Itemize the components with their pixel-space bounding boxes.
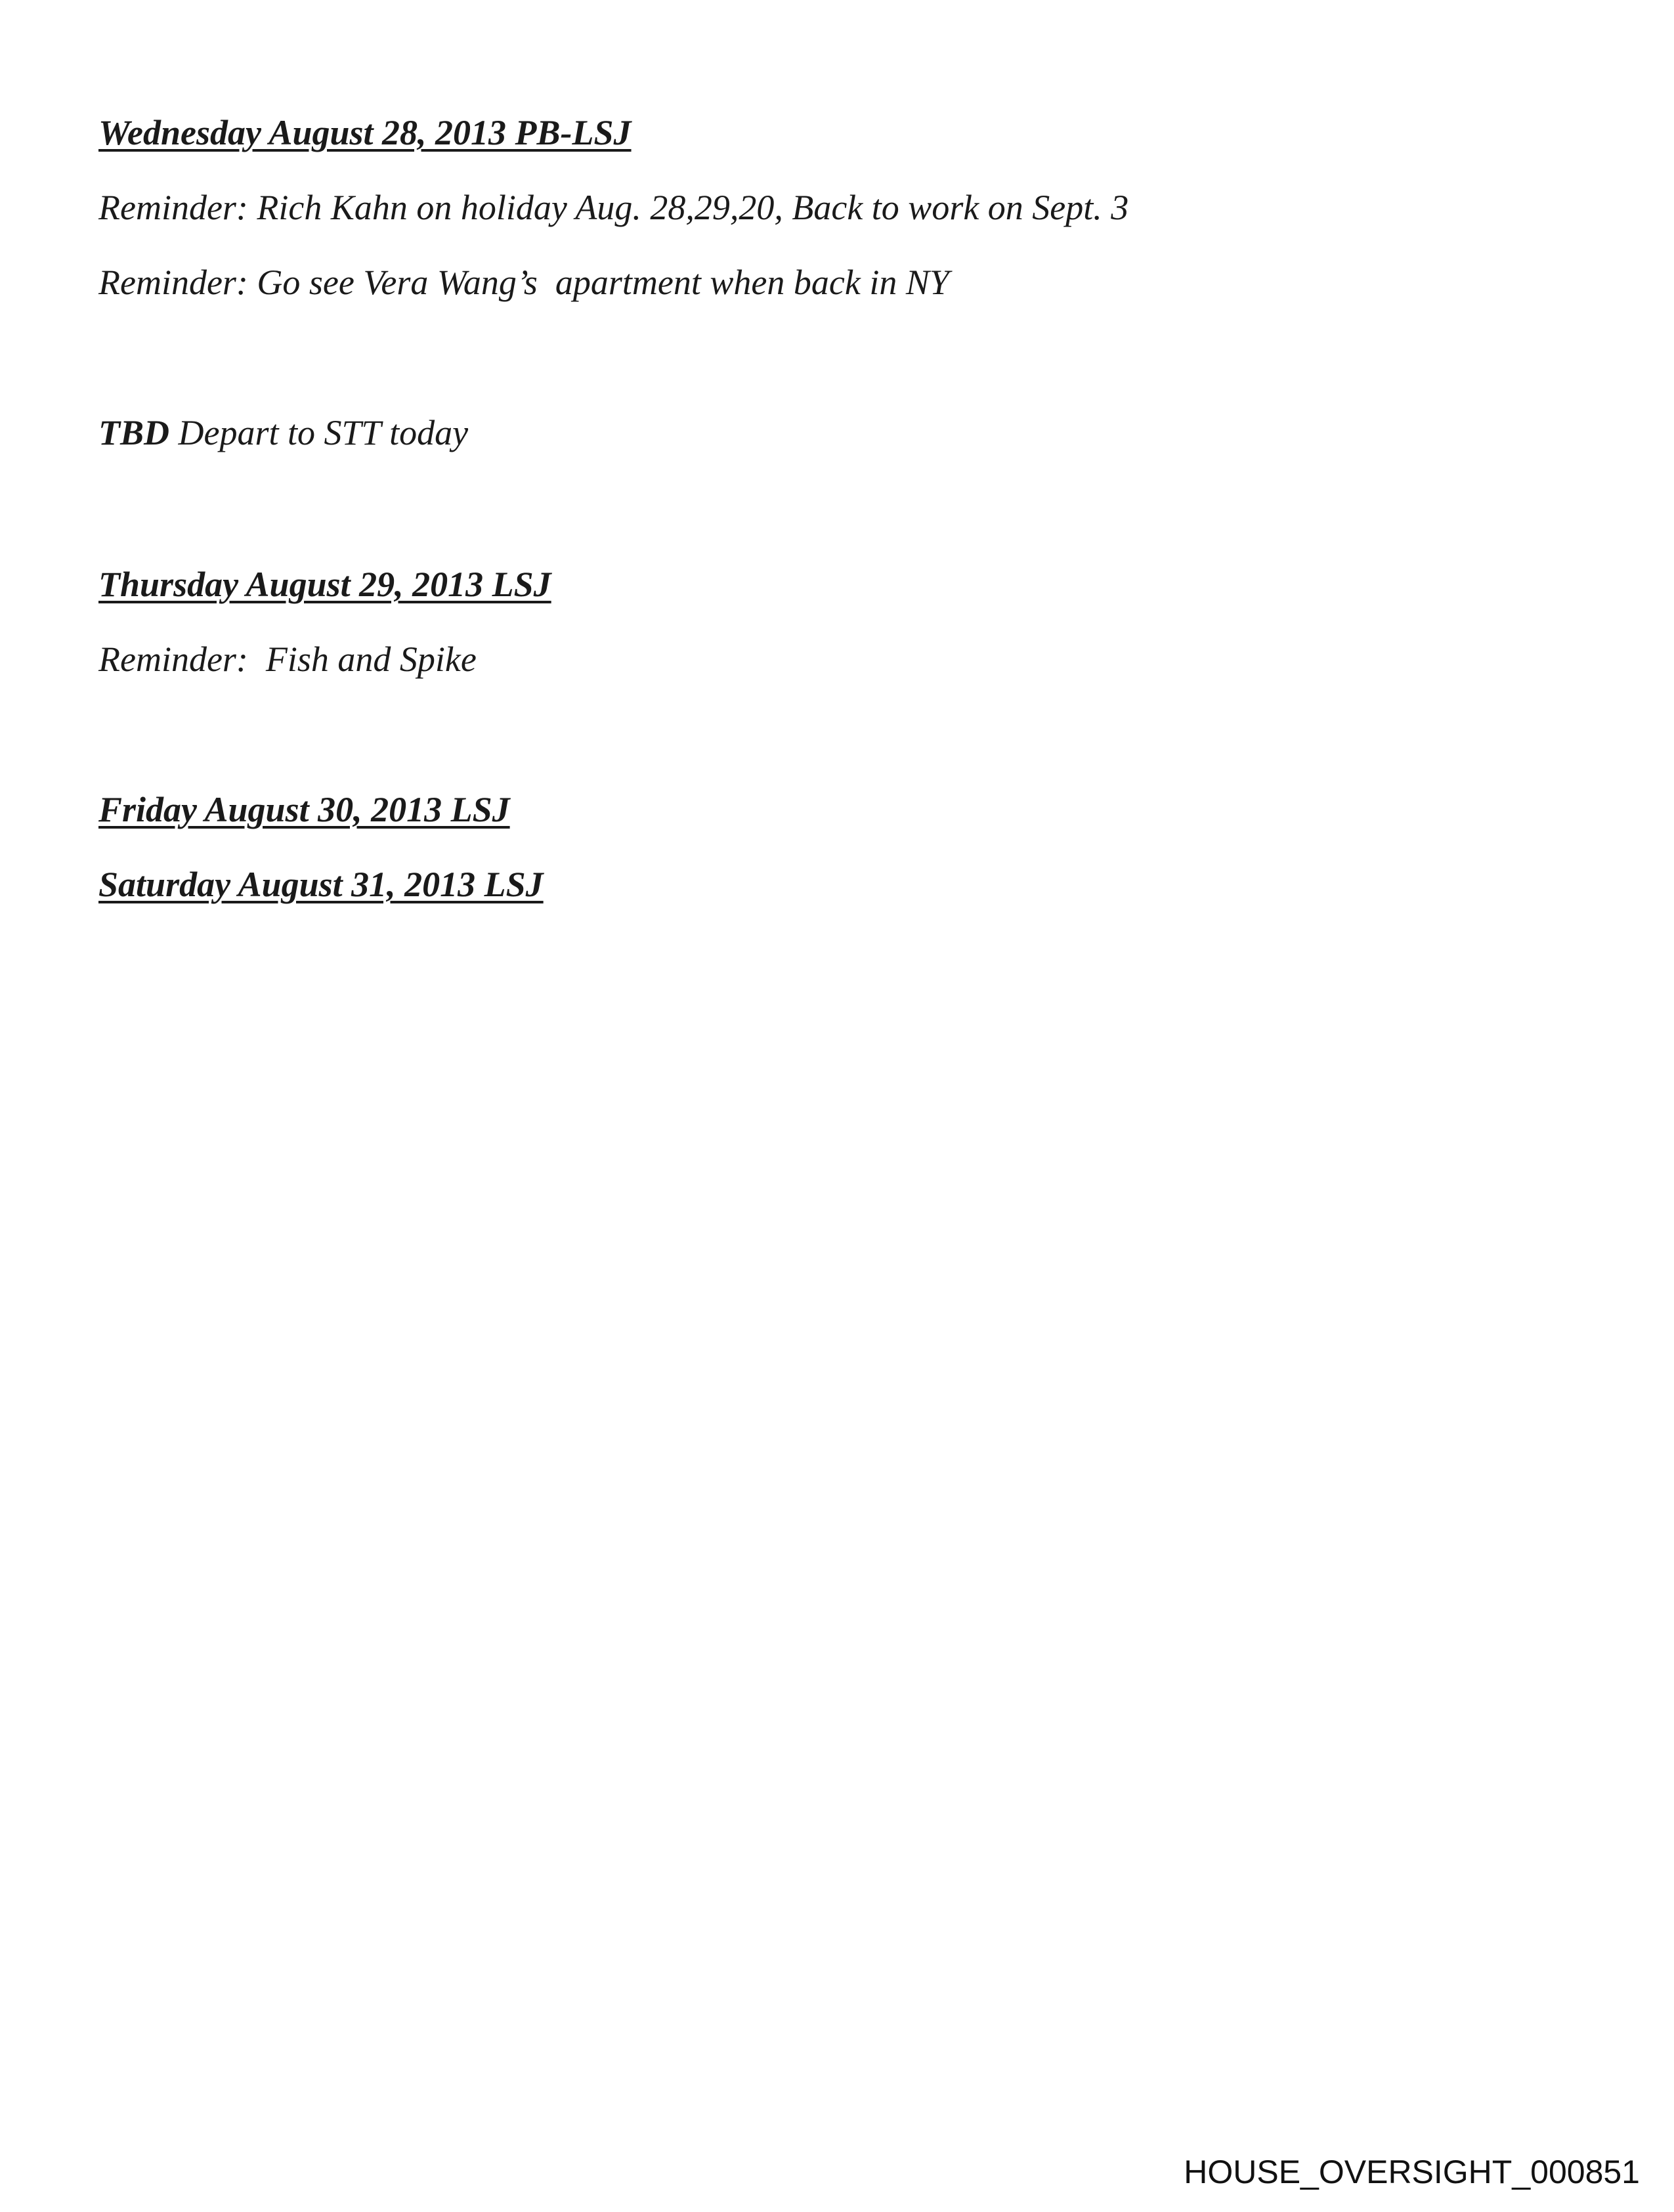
reminder-vera-wang: Reminder: Go see Vera Wang’s apartment when back in NY bbox=[98, 263, 949, 302]
tbd-label: TBD bbox=[98, 413, 169, 452]
day-heading-thursday: Thursday August 29, 2013 LSJ bbox=[98, 565, 551, 604]
bates-number: HOUSE_OVERSIGHT_000851 bbox=[1184, 2154, 1640, 2190]
tbd-entry bbox=[98, 412, 468, 454]
day-heading-friday: Friday August 30, 2013 LSJ bbox=[98, 790, 510, 829]
tbd-text: Depart to STT today bbox=[169, 413, 469, 452]
day-heading-wednesday: Wednesday August 28, 2013 PB-LSJ bbox=[98, 113, 632, 152]
reminder-fish-and-spike: Reminder: Fish and Spike bbox=[98, 640, 477, 679]
reminder-rich-kahn: Reminder: Rich Kahn on holiday Aug. 28,29,20, Back to work on Sept. 3 bbox=[98, 188, 1129, 227]
day-heading-saturday: Saturday August 31, 2013 LSJ bbox=[98, 865, 544, 904]
